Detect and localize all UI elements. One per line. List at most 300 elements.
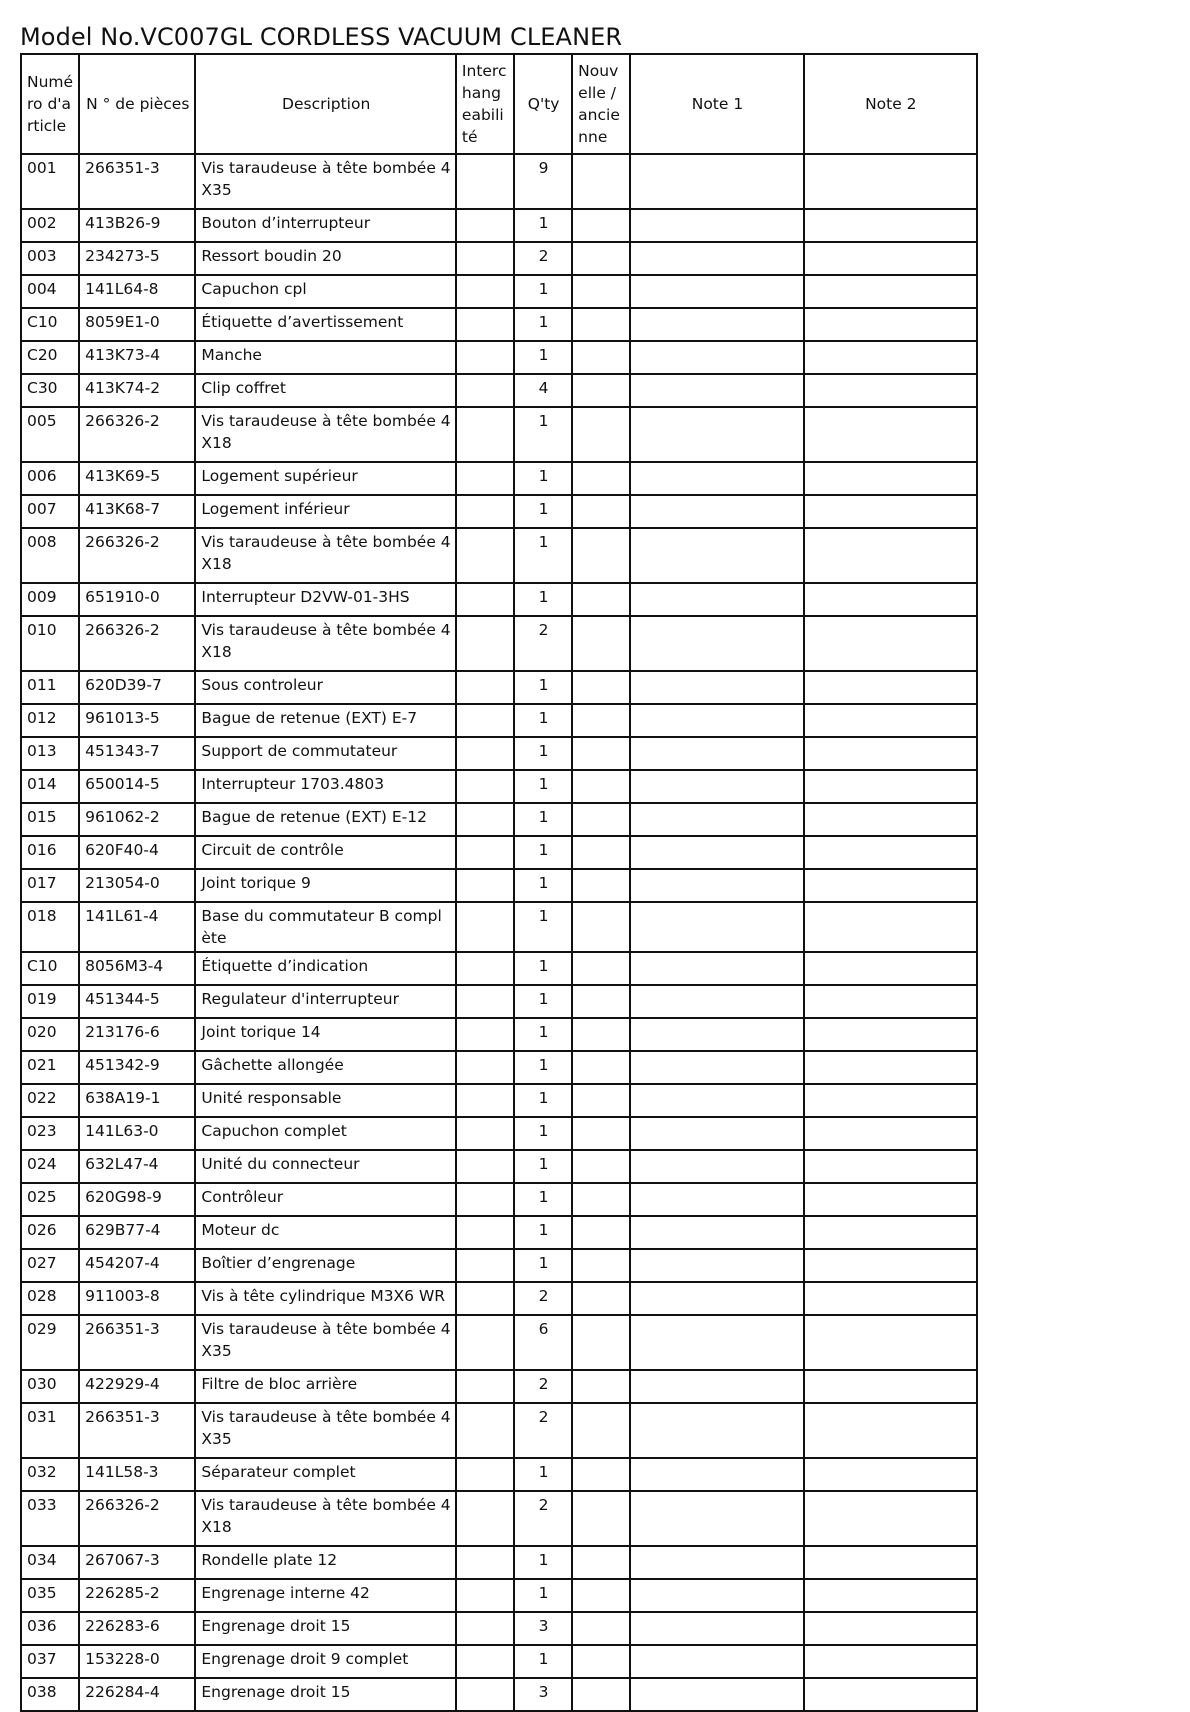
description-cell: Ressort boudin 20 — [195, 242, 456, 275]
table-row — [21, 1315, 977, 1370]
item-no-cell: 023 — [21, 1117, 79, 1150]
table-row — [21, 704, 977, 737]
interchangeability-cell — [456, 341, 514, 374]
header-item-no: Numéro d'article — [21, 54, 79, 154]
qty-cell: 1 — [514, 985, 572, 1018]
qty-cell: 1 — [514, 1183, 572, 1216]
new-old-cell — [572, 341, 630, 374]
item-no-cell: 013 — [21, 737, 79, 770]
new-old-cell — [572, 737, 630, 770]
table-row — [21, 1403, 977, 1458]
note1-cell — [630, 1315, 803, 1370]
interchangeability-cell — [456, 308, 514, 341]
description-cell: Sous controleur — [195, 671, 456, 704]
new-old-cell — [572, 1249, 630, 1282]
new-old-cell — [572, 1403, 630, 1458]
note2-cell — [804, 1183, 977, 1216]
new-old-cell — [572, 1084, 630, 1117]
description-cell: Bague de retenue (EXT) E-12 — [195, 803, 456, 836]
item-no-cell: 009 — [21, 583, 79, 616]
new-old-cell — [572, 803, 630, 836]
item-no-cell: 028 — [21, 1282, 79, 1315]
note2-cell — [804, 528, 977, 583]
interchangeability-cell — [456, 583, 514, 616]
item-no-cell: 027 — [21, 1249, 79, 1282]
new-old-cell — [572, 616, 630, 671]
description-cell: Base du commutateur B complète — [195, 902, 456, 952]
qty-cell: 6 — [514, 1315, 572, 1370]
note2-cell — [804, 1546, 977, 1579]
item-no-cell: 034 — [21, 1546, 79, 1579]
part-no-cell: 651910-0 — [79, 583, 195, 616]
part-no-cell: 266351-3 — [79, 1403, 195, 1458]
qty-cell: 1 — [514, 1645, 572, 1678]
note1-cell — [630, 770, 803, 803]
part-no-cell: 266351-3 — [79, 1315, 195, 1370]
note2-cell — [804, 1315, 977, 1370]
note1-cell — [630, 902, 803, 952]
description-cell: Interrupteur D2VW-01-3HS — [195, 583, 456, 616]
parts-table-body — [21, 154, 977, 1711]
header-interchangeability: Interchangeabilité — [456, 54, 514, 154]
item-no-cell: 025 — [21, 1183, 79, 1216]
qty-cell: 1 — [514, 671, 572, 704]
part-no-cell: 234273-5 — [79, 242, 195, 275]
part-no-cell: 141L61-4 — [79, 902, 195, 952]
new-old-cell — [572, 770, 630, 803]
part-no-cell: 638A19-1 — [79, 1084, 195, 1117]
description-cell: Capuchon cpl — [195, 275, 456, 308]
note2-cell — [804, 770, 977, 803]
item-no-cell: C10 — [21, 952, 79, 985]
qty-cell: 2 — [514, 616, 572, 671]
part-no-cell: 451344-5 — [79, 985, 195, 1018]
qty-cell: 1 — [514, 803, 572, 836]
note2-cell — [804, 803, 977, 836]
new-old-cell — [572, 1370, 630, 1403]
interchangeability-cell — [456, 737, 514, 770]
item-no-cell: 035 — [21, 1579, 79, 1612]
interchangeability-cell — [456, 374, 514, 407]
note2-cell — [804, 1150, 977, 1183]
note2-cell — [804, 1579, 977, 1612]
interchangeability-cell — [456, 1370, 514, 1403]
note1-cell — [630, 1370, 803, 1403]
note2-cell — [804, 1051, 977, 1084]
interchangeability-cell — [456, 902, 514, 952]
note2-cell — [804, 1216, 977, 1249]
part-no-cell: 266351-3 — [79, 154, 195, 209]
note1-cell — [630, 341, 803, 374]
note1-cell — [630, 1183, 803, 1216]
new-old-cell — [572, 902, 630, 952]
qty-cell: 1 — [514, 1216, 572, 1249]
note2-cell — [804, 242, 977, 275]
qty-cell: 1 — [514, 341, 572, 374]
header-note1: Note 1 — [630, 54, 803, 154]
qty-cell: 1 — [514, 462, 572, 495]
header-part-no: N ° de pièces — [79, 54, 195, 154]
note2-cell — [804, 902, 977, 952]
note1-cell — [630, 374, 803, 407]
part-no-cell: 911003-8 — [79, 1282, 195, 1315]
table-row — [21, 583, 977, 616]
item-no-cell: 022 — [21, 1084, 79, 1117]
part-no-cell: 226283-6 — [79, 1612, 195, 1645]
description-cell: Vis taraudeuse à tête bombée 4X35 — [195, 1403, 456, 1458]
item-no-cell: 004 — [21, 275, 79, 308]
note2-cell — [804, 275, 977, 308]
interchangeability-cell — [456, 1458, 514, 1491]
interchangeability-cell — [456, 1315, 514, 1370]
interchangeability-cell — [456, 671, 514, 704]
description-cell: Vis à tête cylindrique M3X6 WR — [195, 1282, 456, 1315]
description-cell: Étiquette d’indication — [195, 952, 456, 985]
description-cell: Interrupteur 1703.4803 — [195, 770, 456, 803]
interchangeability-cell — [456, 242, 514, 275]
qty-cell: 2 — [514, 1491, 572, 1546]
qty-cell: 1 — [514, 209, 572, 242]
table-row — [21, 1051, 977, 1084]
interchangeability-cell — [456, 704, 514, 737]
new-old-cell — [572, 704, 630, 737]
description-cell: Vis taraudeuse à tête bombée 4X18 — [195, 1491, 456, 1546]
item-no-cell: 006 — [21, 462, 79, 495]
note2-cell — [804, 616, 977, 671]
note1-cell — [630, 985, 803, 1018]
item-no-cell: 029 — [21, 1315, 79, 1370]
part-no-cell: 422929-4 — [79, 1370, 195, 1403]
interchangeability-cell — [456, 407, 514, 462]
part-no-cell: 620G98-9 — [79, 1183, 195, 1216]
new-old-cell — [572, 1216, 630, 1249]
qty-cell: 1 — [514, 528, 572, 583]
note2-cell — [804, 462, 977, 495]
table-row — [21, 1084, 977, 1117]
interchangeability-cell — [456, 803, 514, 836]
new-old-cell — [572, 1491, 630, 1546]
new-old-cell — [572, 1645, 630, 1678]
table-row — [21, 528, 977, 583]
part-no-cell: 141L58-3 — [79, 1458, 195, 1491]
qty-cell: 1 — [514, 737, 572, 770]
table-row — [21, 1645, 977, 1678]
table-row — [21, 1612, 977, 1645]
new-old-cell — [572, 1612, 630, 1645]
note1-cell — [630, 462, 803, 495]
part-no-cell: 961013-5 — [79, 704, 195, 737]
table-row — [21, 154, 977, 209]
part-no-cell: 226284-4 — [79, 1678, 195, 1711]
description-cell: Rondelle plate 12 — [195, 1546, 456, 1579]
note1-cell — [630, 836, 803, 869]
new-old-cell — [572, 154, 630, 209]
note1-cell — [630, 1403, 803, 1458]
qty-cell: 1 — [514, 869, 572, 902]
item-no-cell: 016 — [21, 836, 79, 869]
table-row — [21, 495, 977, 528]
note2-cell — [804, 1018, 977, 1051]
parts-table — [20, 53, 978, 1712]
new-old-cell — [572, 242, 630, 275]
part-no-cell: 629B77-4 — [79, 1216, 195, 1249]
item-no-cell: 038 — [21, 1678, 79, 1711]
description-cell: Engrenage droit 15 — [195, 1612, 456, 1645]
interchangeability-cell — [456, 869, 514, 902]
qty-cell: 2 — [514, 1370, 572, 1403]
qty-cell: 1 — [514, 1249, 572, 1282]
note1-cell — [630, 1546, 803, 1579]
qty-cell: 1 — [514, 1117, 572, 1150]
description-cell: Engrenage interne 42 — [195, 1579, 456, 1612]
item-no-cell: 014 — [21, 770, 79, 803]
new-old-cell — [572, 671, 630, 704]
interchangeability-cell — [456, 952, 514, 985]
part-no-cell: 413K68-7 — [79, 495, 195, 528]
new-old-cell — [572, 1117, 630, 1150]
item-no-cell: 037 — [21, 1645, 79, 1678]
interchangeability-cell — [456, 275, 514, 308]
interchangeability-cell — [456, 528, 514, 583]
item-no-cell: 020 — [21, 1018, 79, 1051]
interchangeability-cell — [456, 1216, 514, 1249]
part-no-cell: 620F40-4 — [79, 836, 195, 869]
description-cell: Vis taraudeuse à tête bombée 4X35 — [195, 1315, 456, 1370]
item-no-cell: 036 — [21, 1612, 79, 1645]
item-no-cell: 011 — [21, 671, 79, 704]
qty-cell: 1 — [514, 308, 572, 341]
note1-cell — [630, 1018, 803, 1051]
note1-cell — [630, 1216, 803, 1249]
table-row — [21, 803, 977, 836]
table-row — [21, 1491, 977, 1546]
note1-cell — [630, 869, 803, 902]
qty-cell: 2 — [514, 1403, 572, 1458]
item-no-cell: 030 — [21, 1370, 79, 1403]
note2-cell — [804, 495, 977, 528]
interchangeability-cell — [456, 1546, 514, 1579]
note2-cell — [804, 1458, 977, 1491]
note1-cell — [630, 528, 803, 583]
note1-cell — [630, 737, 803, 770]
qty-cell: 2 — [514, 242, 572, 275]
part-no-cell: 620D39-7 — [79, 671, 195, 704]
item-no-cell: 005 — [21, 407, 79, 462]
qty-cell: 1 — [514, 836, 572, 869]
item-no-cell: 019 — [21, 985, 79, 1018]
new-old-cell — [572, 1546, 630, 1579]
part-no-cell: 266326-2 — [79, 528, 195, 583]
description-cell: Boîtier d’engrenage — [195, 1249, 456, 1282]
part-no-cell: 451342-9 — [79, 1051, 195, 1084]
qty-cell: 1 — [514, 902, 572, 952]
note2-cell — [804, 737, 977, 770]
interchangeability-cell — [456, 1117, 514, 1150]
header-description: Description — [195, 54, 456, 154]
note2-cell — [804, 836, 977, 869]
description-cell: Vis taraudeuse à tête bombée 4X35 — [195, 154, 456, 209]
qty-cell: 1 — [514, 704, 572, 737]
new-old-cell — [572, 1315, 630, 1370]
qty-cell: 1 — [514, 407, 572, 462]
description-cell: Engrenage droit 9 complet — [195, 1645, 456, 1678]
qty-cell: 1 — [514, 495, 572, 528]
note2-cell — [804, 308, 977, 341]
note2-cell — [804, 1084, 977, 1117]
description-cell: Manche — [195, 341, 456, 374]
interchangeability-cell — [456, 1403, 514, 1458]
description-cell: Filtre de bloc arrière — [195, 1370, 456, 1403]
qty-cell: 1 — [514, 952, 572, 985]
table-row — [21, 902, 977, 952]
note2-cell — [804, 1403, 977, 1458]
table-row — [21, 1018, 977, 1051]
new-old-cell — [572, 1579, 630, 1612]
new-old-cell — [572, 407, 630, 462]
document-title: Model No.VC007GL CORDLESS VACUUM CLEANER — [20, 23, 623, 51]
table-row — [21, 869, 977, 902]
note1-cell — [630, 1491, 803, 1546]
new-old-cell — [572, 462, 630, 495]
note2-cell — [804, 1612, 977, 1645]
table-row — [21, 1282, 977, 1315]
interchangeability-cell — [456, 1282, 514, 1315]
item-no-cell: 002 — [21, 209, 79, 242]
qty-cell: 4 — [514, 374, 572, 407]
note1-cell — [630, 704, 803, 737]
part-no-cell: 413K69-5 — [79, 462, 195, 495]
part-no-cell: 8056M3-4 — [79, 952, 195, 985]
description-cell: Étiquette d’avertissement — [195, 308, 456, 341]
qty-cell: 3 — [514, 1678, 572, 1711]
part-no-cell: 153228-0 — [79, 1645, 195, 1678]
table-row — [21, 1150, 977, 1183]
description-cell: Circuit de contrôle — [195, 836, 456, 869]
note1-cell — [630, 952, 803, 985]
item-no-cell: C10 — [21, 308, 79, 341]
new-old-cell — [572, 528, 630, 583]
table-row — [21, 308, 977, 341]
note2-cell — [804, 704, 977, 737]
interchangeability-cell — [456, 1249, 514, 1282]
item-no-cell: 031 — [21, 1403, 79, 1458]
part-no-cell: 650014-5 — [79, 770, 195, 803]
note2-cell — [804, 985, 977, 1018]
interchangeability-cell — [456, 1491, 514, 1546]
table-row — [21, 737, 977, 770]
table-row — [21, 952, 977, 985]
qty-cell: 1 — [514, 1150, 572, 1183]
part-no-cell: 266326-2 — [79, 407, 195, 462]
item-no-cell: C20 — [21, 341, 79, 374]
part-no-cell: 266326-2 — [79, 616, 195, 671]
table-row — [21, 462, 977, 495]
item-no-cell: 015 — [21, 803, 79, 836]
new-old-cell — [572, 836, 630, 869]
qty-cell: 1 — [514, 1546, 572, 1579]
note1-cell — [630, 1117, 803, 1150]
table-row — [21, 242, 977, 275]
item-no-cell: C30 — [21, 374, 79, 407]
interchangeability-cell — [456, 616, 514, 671]
note2-cell — [804, 1282, 977, 1315]
interchangeability-cell — [456, 209, 514, 242]
part-no-cell: 413K73-4 — [79, 341, 195, 374]
qty-cell: 3 — [514, 1612, 572, 1645]
qty-cell: 1 — [514, 770, 572, 803]
note2-cell — [804, 154, 977, 209]
table-row — [21, 1579, 977, 1612]
description-cell: Joint torique 9 — [195, 869, 456, 902]
header-qty: Q'ty — [514, 54, 572, 154]
item-no-cell: 001 — [21, 154, 79, 209]
part-no-cell: 413K74-2 — [79, 374, 195, 407]
new-old-cell — [572, 583, 630, 616]
note2-cell — [804, 1249, 977, 1282]
note2-cell — [804, 869, 977, 902]
qty-cell: 1 — [514, 1084, 572, 1117]
table-row — [21, 1458, 977, 1491]
qty-cell: 1 — [514, 1458, 572, 1491]
table-row — [21, 671, 977, 704]
note2-cell — [804, 407, 977, 462]
note1-cell — [630, 616, 803, 671]
item-no-cell: 008 — [21, 528, 79, 583]
note2-cell — [804, 1491, 977, 1546]
item-no-cell: 007 — [21, 495, 79, 528]
item-no-cell: 017 — [21, 869, 79, 902]
interchangeability-cell — [456, 495, 514, 528]
description-cell: Joint torique 14 — [195, 1018, 456, 1051]
part-no-cell: 451343-7 — [79, 737, 195, 770]
note1-cell — [630, 1084, 803, 1117]
table-row — [21, 1249, 977, 1282]
note2-cell — [804, 1645, 977, 1678]
part-no-cell: 213054-0 — [79, 869, 195, 902]
description-cell: Regulateur d'interrupteur — [195, 985, 456, 1018]
interchangeability-cell — [456, 1183, 514, 1216]
note1-cell — [630, 1645, 803, 1678]
note1-cell — [630, 803, 803, 836]
interchangeability-cell — [456, 1051, 514, 1084]
part-no-cell: 413B26-9 — [79, 209, 195, 242]
item-no-cell: 012 — [21, 704, 79, 737]
note1-cell — [630, 209, 803, 242]
qty-cell: 1 — [514, 275, 572, 308]
part-no-cell: 632L47-4 — [79, 1150, 195, 1183]
item-no-cell: 032 — [21, 1458, 79, 1491]
description-cell: Capuchon complet — [195, 1117, 456, 1150]
interchangeability-cell — [456, 154, 514, 209]
note1-cell — [630, 583, 803, 616]
interchangeability-cell — [456, 1645, 514, 1678]
new-old-cell — [572, 308, 630, 341]
qty-cell: 1 — [514, 1051, 572, 1084]
table-row — [21, 616, 977, 671]
new-old-cell — [572, 495, 630, 528]
header-new-old: Nouvelle / ancienne — [572, 54, 630, 154]
description-cell: Moteur dc — [195, 1216, 456, 1249]
part-no-cell: 961062-2 — [79, 803, 195, 836]
interchangeability-cell — [456, 770, 514, 803]
note1-cell — [630, 1282, 803, 1315]
interchangeability-cell — [456, 1084, 514, 1117]
part-no-cell: 141L64-8 — [79, 275, 195, 308]
note1-cell — [630, 1051, 803, 1084]
header-note2: Note 2 — [804, 54, 977, 154]
table-row — [21, 1216, 977, 1249]
table-row — [21, 1183, 977, 1216]
